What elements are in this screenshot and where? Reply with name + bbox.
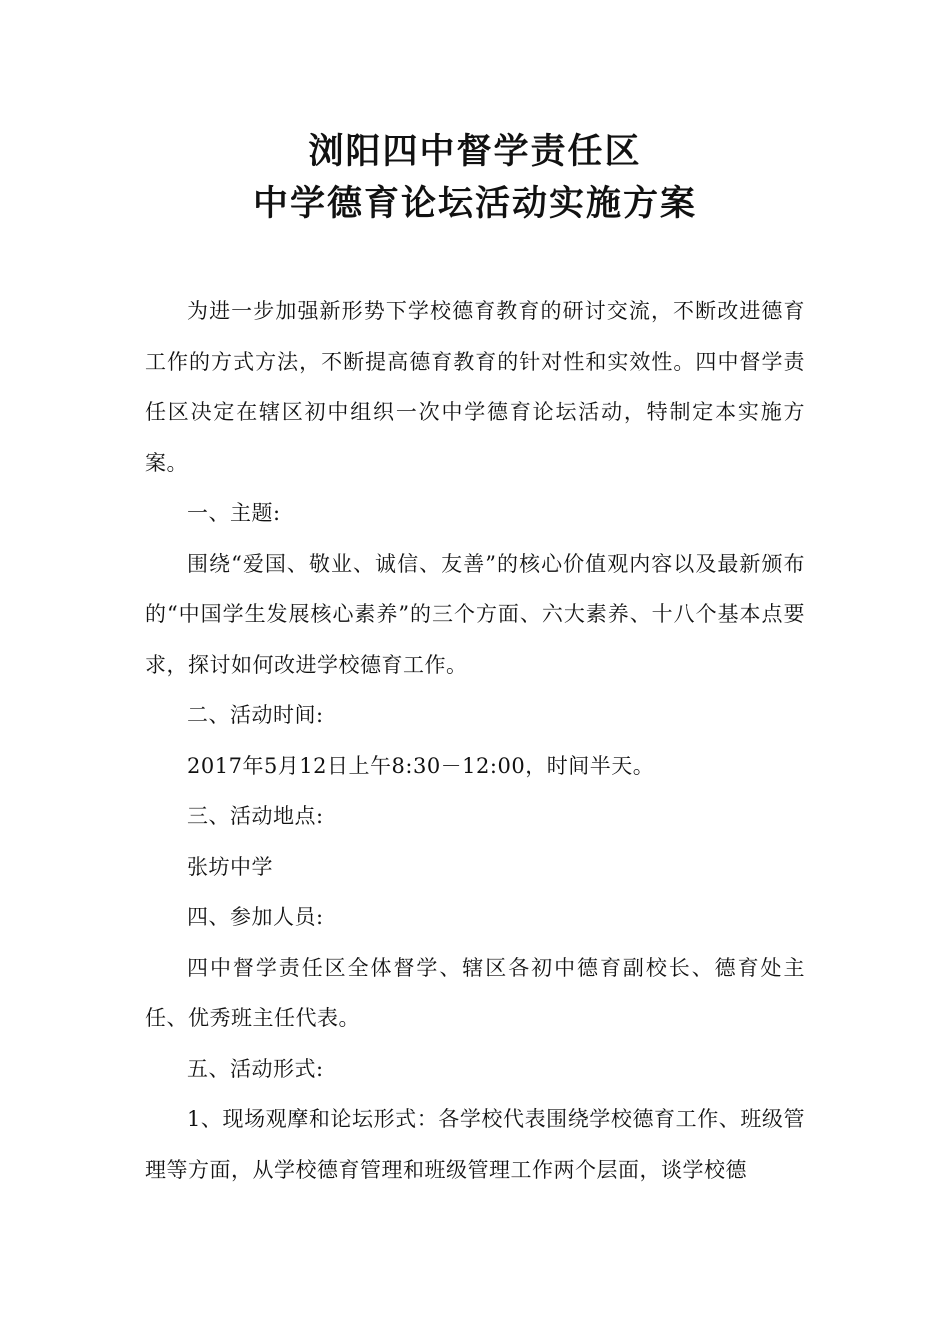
section-heading-format: 五、活动形式: [187, 1056, 324, 1081]
intro-paragraph: 为进一步加强新形势下学校德育教育的研讨交流，不断改进德育工作的方式方法，不断提高德育教育的针对性和实效性。四中督学责任区决定在辖区初中组织一次中学德育论坛活动，特制定本实施方案。 [145, 299, 805, 475]
section-heading-participants: 四、参加人员: [187, 905, 324, 929]
document-body [145, 286, 805, 1195]
document-title-line-1: 浏阳四中督学责任区 [308, 131, 642, 172]
section-heading-location: 三、活动地点: [187, 804, 324, 828]
section-heading-time: 二、活动时间: [187, 703, 324, 727]
document-title-line-2: 中学德育论坛活动实施方案 [252, 183, 697, 224]
time-paragraph: 2017年5月12日上午8:30－12:00，时间半天。 [187, 753, 655, 778]
location-paragraph: 张坊中学 [187, 854, 273, 879]
theme-paragraph: 围绕“爱国、敬业、诚信、友善”的核心价值观内容以及最新颁布的“中国学生发展核心素养”的三个方面、六大素养、十八个基本点要求，探讨如何改进学校德育工作。 [145, 551, 805, 677]
format-paragraph-1: 1、现场观摩和论坛形式：各学校代表围绕学校德育工作、班级管理等方面，从学校德育管理和班级管理工作两个层面，谈学校德 [145, 1107, 805, 1182]
participants-paragraph: 四中督学责任区全体督学、辖区各初中德育副校长、德育处主任、优秀班主任代表。 [145, 955, 805, 1030]
section-heading-theme: 一、主题: [187, 501, 281, 525]
